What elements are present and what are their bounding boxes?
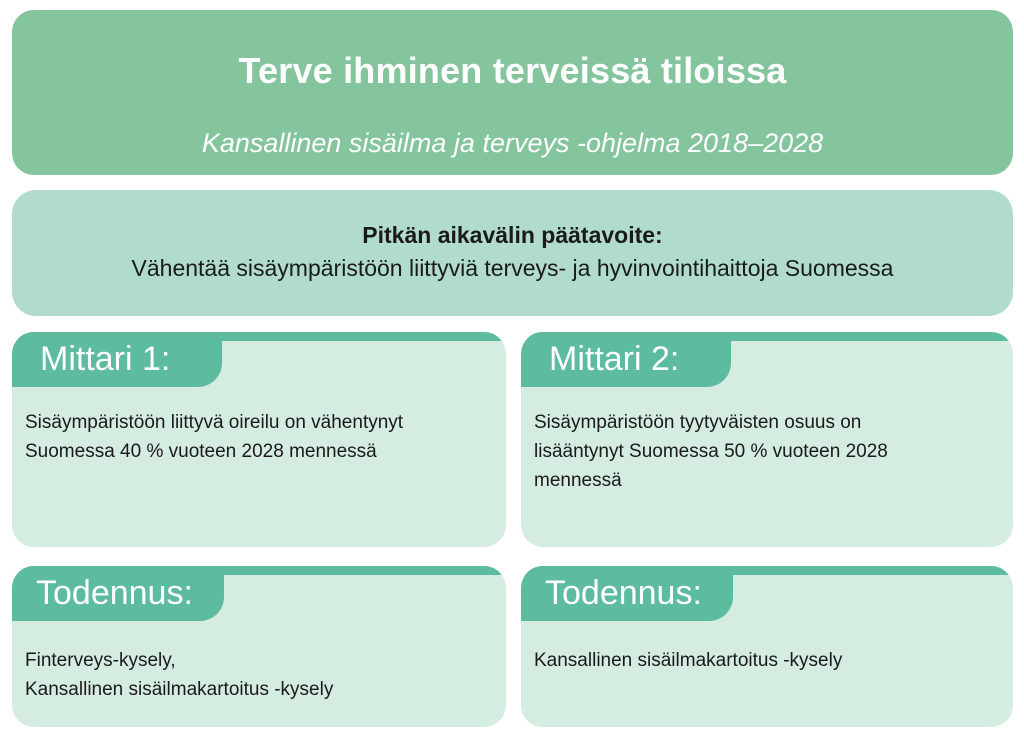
indicator-1-label: Mittari 1: — [12, 332, 222, 387]
indicator-2-line: mennessä — [534, 470, 622, 491]
indicator-1-card — [12, 332, 506, 547]
indicator-1-line: Suomessa 40 % vuoteen 2028 mennessä — [25, 441, 377, 462]
long-term-goal-box — [12, 190, 1013, 316]
verification-2-line: Kansallinen sisäilmakartoitus -kysely — [534, 650, 843, 671]
indicator-2-line: lisääntynyt Suomessa 50 % vuoteen 2028 — [534, 441, 888, 462]
verification-1-text — [25, 646, 486, 704]
verification-2-text — [534, 646, 993, 675]
verification-1-card — [12, 566, 506, 727]
verification-2-label: Todennus: — [521, 566, 733, 621]
indicator-1-line: Sisäympäristöön liittyvä oireilu on vähentynyt — [25, 412, 404, 433]
indicator-2-label: Mittari 2: — [521, 332, 731, 387]
verification-1-label: Todennus: — [12, 566, 224, 621]
verification-2-card — [521, 566, 1013, 727]
goal-heading: Pitkän aikavälin päätavoite: — [362, 222, 663, 248]
program-subtitle: Kansallinen sisäilma ja terveys -ohjelma 2018–2028 — [201, 128, 824, 158]
goal-text: Vähentää sisäympäristöön liittyviä terveys- ja hyvinvointihaittoja Suomessa — [131, 255, 894, 281]
indicator-2-text — [534, 408, 993, 495]
verification-1-line: Kansallinen sisäilmakartoitus -kysely — [25, 679, 334, 700]
verification-1-line: Finterveys-kysely, — [25, 650, 176, 671]
program-banner — [12, 10, 1013, 175]
indicator-2-card — [521, 332, 1013, 547]
indicator-1-text — [25, 408, 486, 466]
indicator-2-line: Sisäympäristöön tyytyväisten osuus on — [534, 412, 862, 433]
program-title: Terve ihminen terveissä tiloissa — [238, 50, 787, 91]
